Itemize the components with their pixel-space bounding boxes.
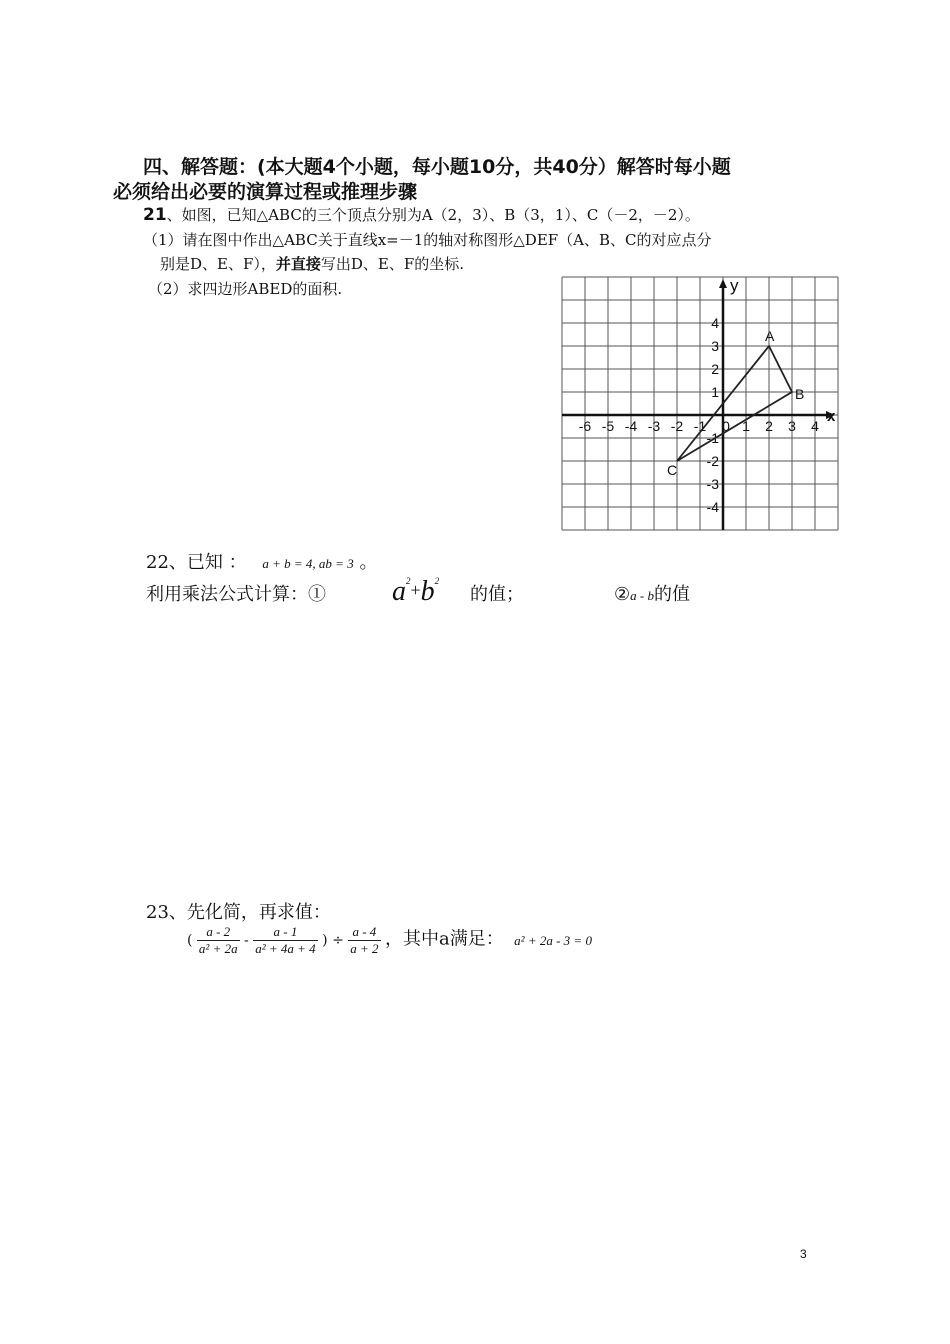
q22-expr1-sup2: 2 [434,576,440,586]
q23-f3-den: a + 2 [350,941,379,956]
x-tick-label: 2 [765,418,773,434]
q23-label: 23、先化简，再求值： [146,902,331,923]
x-tick-label: 0 [722,418,730,434]
q22-given [146,548,377,574]
q22-part2 [614,580,690,606]
y-tick-label: 2 [711,361,719,377]
x-tick-label: -2 [670,418,684,434]
vertex-label-b: B [795,386,805,402]
axes [562,276,836,530]
vertex-label-c: C [667,462,678,478]
q23-condition-eq: a² + 2a - 3 = 0 [514,932,592,948]
q23-open-paren: ( [187,932,193,949]
x-tick-label: 3 [788,418,796,434]
section-heading-line2: 必须给出必要的演算过程或推理步骤 [113,181,418,203]
page-number: 3 [800,1247,807,1261]
q22-expr1-b: b [420,576,435,607]
q21-stem [143,204,700,225]
y-tick-label: 3 [711,338,719,354]
q23-f1-num: a - 2 [197,924,240,941]
q22-value1: 的值； [470,584,524,605]
y-tick-label: -2 [706,453,719,469]
q23-f3-num: a - 4 [348,924,380,941]
y-tick-label: -4 [706,499,719,515]
y-tick-label: 1 [711,384,719,400]
q21-part2: （2）求四边形ABED的面积. [148,280,343,298]
x-axis-label: x [827,408,836,425]
q23-divide: ÷ [332,932,344,949]
triangle-abc-outline [677,346,792,461]
q22-expression1 [392,576,439,608]
q22-period: 。 [359,552,378,573]
q22-value2: 的值 [653,584,690,605]
x-tick-label: -5 [601,418,615,434]
q23-f1-den: a² + 2a [198,941,238,956]
y-tick-label: 4 [711,315,719,331]
x-tick-label: -4 [624,418,638,434]
q22-label: 22、已知 ： [146,552,247,573]
q21-part1-bold: 并直接 [275,255,321,273]
q23-f2-den: a² + 4a + 4 [255,941,316,956]
q21-part1-line2-post: 写出D、E、F的坐标. [320,255,465,273]
x-tick-label: 4 [811,418,819,434]
q22-expr1-a: a [392,576,406,607]
q21-number: 21 [143,205,167,225]
x-tick-label: -1 [693,418,707,434]
x-tick-label: -6 [578,418,592,434]
q22-instruction: 利用乘法公式计算：① [146,584,326,605]
grid-lines [562,277,838,530]
x-tick-label: -3 [647,418,661,434]
q23-fraction1 [197,924,240,957]
vertex-label-a: A [765,328,775,344]
y-tick-label: -3 [706,476,719,492]
q23-minus: - [244,932,249,949]
section-heading-line1: 四、解答题：(本大题4个小题，每小题10分，共40分）解答时每小题 [143,156,731,178]
q22-expr2: a - b [630,588,654,603]
coordinate-grid-figure [555,273,840,555]
q22-num2: ② [614,584,631,605]
q23-fraction2 [253,924,317,957]
q23-expression [187,924,592,957]
q23-condition-text: ，其中a满足： [384,928,504,950]
y-axis-arrow [719,279,727,288]
y-axis-label: y [730,276,739,295]
q22-expr1-sup1: 2 [406,576,411,586]
q22-expr1-plus: + [410,580,421,600]
q23-close-paren: ) [322,932,328,949]
q23-f2-num: a - 1 [253,924,317,941]
q21-part1-line1: （1）请在图中作出△ABC关于直线x=－1的轴对称图形△DEF（A、B、C的对应点分 [143,231,712,249]
q22-condition: a + b = 4, ab = 3 [262,556,354,571]
x-tick-label: 1 [742,418,750,434]
q21-stem-text: 、如图，已知△ABC的三个顶点分别为A（2，3）、B（3，1）、C（－2，－2）。 [166,206,700,224]
q21-part1-line2-pre: 别是D、E、F）， [160,255,276,273]
y-tick-label: -1 [706,430,719,446]
triangle-abc [667,328,804,478]
q23-fraction3 [348,924,380,957]
q21-part1-line2 [160,253,464,274]
